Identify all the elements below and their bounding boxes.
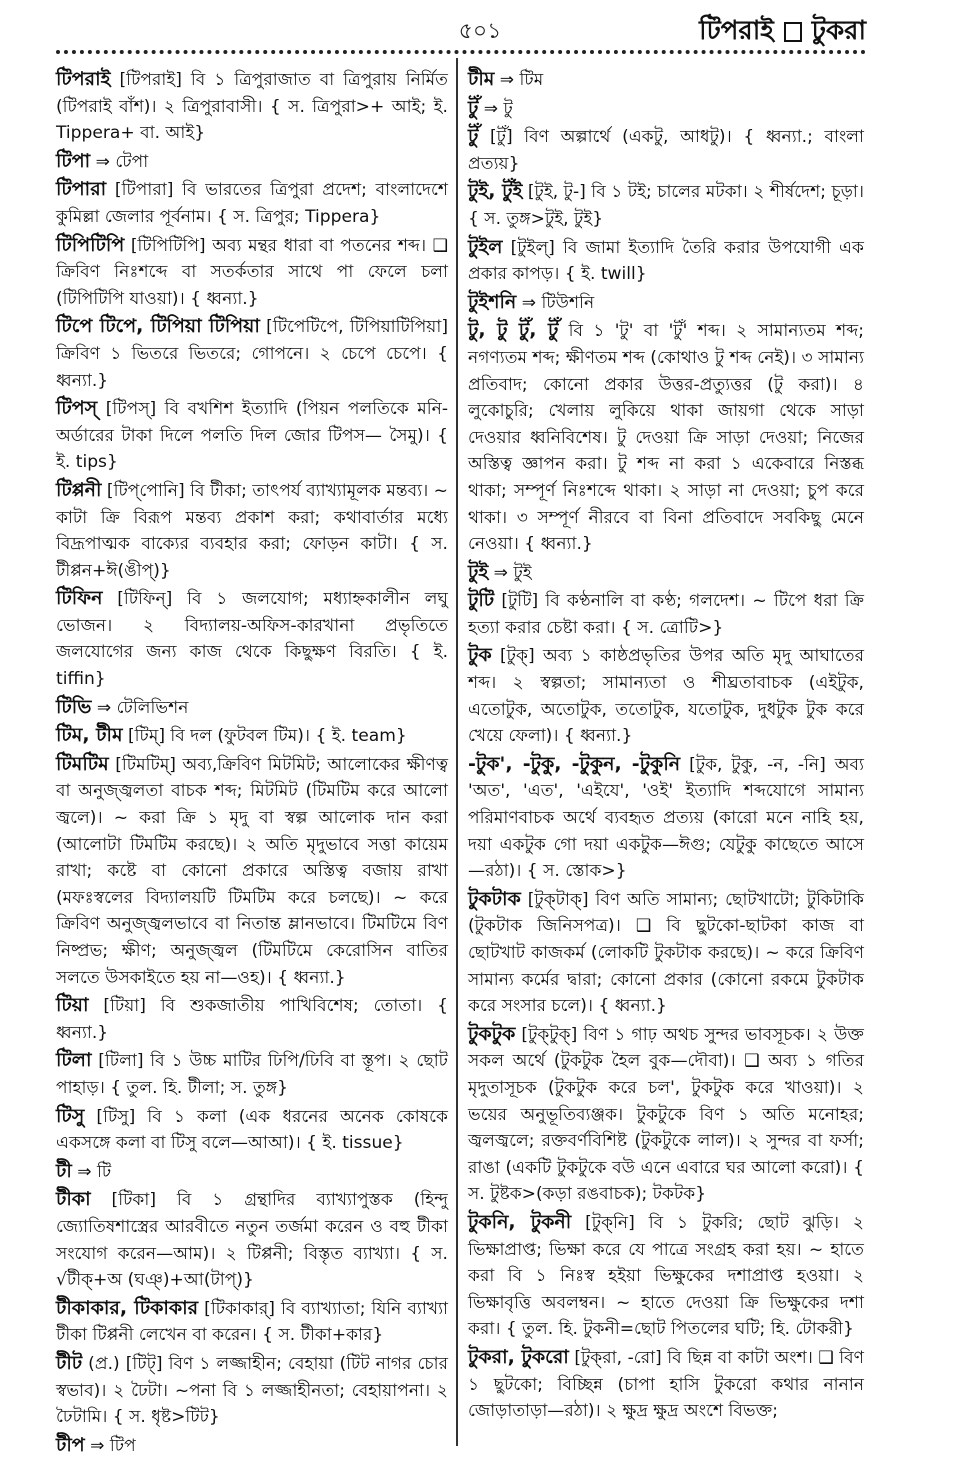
definition: ⇒ টিপ bbox=[84, 1435, 136, 1456]
definition: [টিলা] বি ১ উচ্চ মাটির ঢিপি/ঢিবি বা স্তূপ। ২ ছোট পাহাড়। { তুল. হি. টীলা; স. তুঙ্গ} bbox=[56, 1051, 448, 1098]
headword: টুক bbox=[468, 644, 492, 667]
dictionary-entry bbox=[468, 1344, 864, 1425]
dictionary-entry bbox=[468, 1209, 864, 1343]
dictionary-entry bbox=[56, 1158, 448, 1186]
headword: টুইল bbox=[468, 235, 503, 258]
definition: [টুক্‌নি] বি ১ টুকরি; ছোট ঝুড়ি। ২ ভিক্ষাপ্রাপ্ত; ভিক্ষা করে যে পাত্রে সংগ্রহ করা হয়। ~ হাতে করা বি ১ নিঃস্ব হইয়া ভিক্ষুকের দশাপ্রাপ্ত হওয়া। ২ ভিক্ষাবৃত্তি অবলম্বন। ~ হাতে দেওয়া ক্রি ভিক্ষুকের দশা করা। { তুল. হি. টুকনী=ছোট পিতলের ঘটি; হি. টোকরী} bbox=[468, 1212, 864, 1340]
dictionary-entry bbox=[468, 559, 864, 587]
definition: [টিমটিম্] অব্য,ক্রিবিণ মিটমিট; আলোকের ক্ষীণত্ব বা অনুজ্জ্বলতা বাচক শব্দ; মিটমিট (টিমটিম করে আলো জ্বলে)। ~ করা ক্রি ১ মৃদু বা স্বল্প আলোক দান করা (আলোটা টিমটিম করছে)। ২ অতি মৃদুভাবে সত্তা কায়েম রাখা; কষ্টে বা কোনো প্রকারে অস্তিত্ব বজায় রাখা (মফঃস্বলের বিদ্যালয়টি টিমটিম করে চলছে)। ~ করে ক্রিবিণ অনুজ্জ্বলভাবে বা নিতান্ত ম্লানভাবে। টিমটিমে বিণ নিষ্প্রভ; ক্ষীণ; অনুজ্জ্বল (টিমটিমে কেরোসিন বাতির সলতে উসকাইতে হয় না—ওহ)। { ধ্বন্যা.} bbox=[56, 754, 448, 988]
headword: টিপস্ bbox=[56, 397, 98, 420]
headword: টিসু bbox=[56, 1104, 85, 1127]
dictionary-entry bbox=[56, 148, 448, 176]
dictionary-entry bbox=[56, 313, 448, 394]
dictionary-entry bbox=[468, 66, 864, 94]
definition: [টুক্‌টাক্] বিণ অতি সামান্য; ছোটখাটো; টুকিটাকি (টুকটাক জিনিসপত্র)। ❑ বি ছুটকো-ছাটকা কাজ বা ছোটখাট কাজকর্ম (লোকটি টুকটাক করছে)। ~ করে ক্রিবিণ সামান্য কর্মের দ্বারা; কোনো প্রকার (কোনো রকমে টুকটাক করে সংসার চলে)। { ধ্বন্যা.} bbox=[468, 889, 864, 1017]
headword: টিপ্পনী bbox=[56, 478, 102, 501]
dictionary-entry bbox=[468, 317, 864, 557]
headword: টুকটুক bbox=[468, 1022, 516, 1045]
dictionary-entry bbox=[56, 395, 448, 476]
dictionary-entry bbox=[468, 1021, 864, 1208]
headword: টীকাকার, টিকাকার bbox=[56, 1296, 199, 1319]
dictionary-entry bbox=[56, 477, 448, 584]
dictionary-entry bbox=[56, 1186, 448, 1293]
definition: [টুই, টু-] বি ১ টই; চালের মটকা। ২ শীর্ষদেশ; চূড়া। { স. তুঙ্গ>টুই, টুই} bbox=[468, 182, 864, 229]
dictionary-entry bbox=[468, 587, 864, 641]
headword: টু, টু টুঁ, টুঁ bbox=[468, 319, 559, 342]
definition: ⇒ টি bbox=[71, 1161, 112, 1182]
dictionary-entry bbox=[56, 232, 448, 313]
definition: [টিকা] বি ১ গ্রন্থাদির ব্যাখ্যাপুস্তক (হিন্দু জ্যোতিষশাস্ত্রের আরবীতে নতুন তর্জমা করেন ও বহু টীকা সংযোগ করেন—আম)। ২ টিপ্পনী; বিস্তৃত ব্যাখ্যা। { স. √টীক্+অ (ঘঞ্)+আ(টাপ্)} bbox=[56, 1190, 448, 1291]
definition: [টিপিটিপি] অব্য মন্থর ধারা বা পতনের শব্দ। ❑ ক্রিবিণ নিঃশব্দে বা সতর্কতার সাথে পা ফেলে চলা (টিপিটিপি যাওয়া)। { ধ্বন্যা.} bbox=[56, 235, 448, 309]
headword: টুই bbox=[468, 560, 489, 583]
dictionary-entry bbox=[468, 95, 864, 123]
running-head-end: টুকরা bbox=[811, 16, 866, 46]
dictionary-entry bbox=[56, 585, 448, 692]
headword: টুকনি, টুকনী bbox=[468, 1210, 572, 1233]
box-icon bbox=[784, 22, 802, 42]
definition: [টুক্‌টুক্] বিণ ১ গাঢ় অথচ সুন্দর ভাবসূচক। ২ উক্ত সকল অর্থে (টুকটুক হৈল বুক—দৌবা)। ❑ অব্য ১ গতির মৃদুতাসূচক (টুকটুক করে চল', টুকটুক করে খাওয়া)। ২ ভয়ের অনুভূতিব্যঞ্জক। টুকটুকে বিণ ১ অতি মনোহর; জ্বলজ্বলে; রক্তবর্ণবিশিষ্ট (টুকটুকে লাল)। ২ সুন্দর বা ফর্সা; রাঙা (একটি টুকটুকে বউ এনে এবারে ঘর আলো করো)। { স. টুষ্টক>(কড়া রঙবাচক); টকটক} bbox=[468, 1024, 864, 1205]
dictionary-entry bbox=[468, 289, 864, 317]
headword: টুইশনি bbox=[468, 290, 517, 313]
headword: টুঁ bbox=[468, 96, 479, 119]
headword: টিপারা bbox=[56, 178, 107, 201]
dictionary-entry bbox=[468, 886, 864, 1020]
definition: ⇒ টেলিভিশন bbox=[91, 697, 189, 718]
dictionary-entry bbox=[468, 123, 864, 177]
definition: [টিফিন্] বি ১ জলযোগ; মধ্যাহ্নকালীন লঘু ভোজন। ২ বিদ্যালয়-অফিস-কারখানা প্রভৃতিতে জলযোগের জন্য কাজ থেকে কিছুক্ষণ বিরতি। { ই. tiffin} bbox=[56, 589, 448, 690]
headword: টুকটাক bbox=[468, 887, 521, 910]
headword: টীকা bbox=[56, 1188, 91, 1211]
dictionary-entry bbox=[56, 694, 448, 722]
definition: ⇒ টেপা bbox=[90, 151, 149, 172]
header-rule bbox=[56, 50, 866, 54]
dictionary-entry bbox=[56, 722, 448, 750]
headword: টীট bbox=[56, 1351, 83, 1374]
headword: টিয়া bbox=[56, 994, 89, 1017]
running-head-start: টিপরাই bbox=[699, 16, 774, 46]
definition: [টুটি] বি কণ্ঠনালি বা কণ্ঠ; গলদেশ। ~ টিপে ধরা ক্রি হত্যা করার চেষ্টা করা। { স. ত্রোটি>} bbox=[468, 591, 864, 638]
definition: [টুক্‌রা, -রো] বি ছিন্ন বা কাটা অংশ। ❑ বিণ ১ ছুটকো; বিচ্ছিন্ন (চাপা হাসি টুকরো কথার নানান জোড়াতাড়া—রঠা)। ২ ক্ষুদ্র ক্ষুদ্র অংশে বিভক্ত; bbox=[468, 1347, 864, 1422]
definition: [টিপারা] বি ভারতের ত্রিপুরা প্রদেশ; বাংলাদেশে কুমিল্লা জেলার পূর্বনাম। { স. ত্রিপুর; Tippera} bbox=[56, 180, 448, 227]
running-head bbox=[699, 10, 866, 54]
definition: ⇒ টুই bbox=[488, 562, 532, 583]
definition: ⇒ টিউশনি bbox=[516, 292, 595, 313]
dictionary-entry bbox=[468, 178, 864, 232]
definition: (প্র.) [টিট্] বিণ ১ লজ্জাহীন; বেহায়া (টিট নাগর চোর স্বভাব)। ২ ঢৈটা। ~পনা বি ১ লজ্জাহীনতা; বেহায়াপনা। ২ ঢৈটামি। { স. ধৃষ্ট>টিট} bbox=[56, 1353, 448, 1428]
page-number: ৫০১ bbox=[458, 19, 502, 44]
dictionary-entry bbox=[56, 1295, 448, 1349]
headword: টিমটিম bbox=[56, 752, 109, 775]
dictionary-entry bbox=[56, 66, 448, 147]
definition: [টুঁ] বিণ অল্পার্থে (একটু, আধটু)। { ধ্বন্যা.; বাংলা প্রত্যয়} bbox=[468, 127, 864, 174]
definition: [টুক, টুকু, -ন, -নি] অব্য 'অত', 'এত', 'এইযে', 'ওই' ইত্যাদি শব্দযোগে সামান্য পরিমাণবাচক অর্থে ব্যবহৃত প্রত্যয় (কারো মনে নাহি হয়, দয়া একটুক গো দয়া একটুক—ঈগু; যেটুকু কাছেতে আসে—রঠা)। { স. স্তোক>} bbox=[468, 754, 864, 882]
headword: -টুক', -টুকু, -টুকুন, -টুকুনি bbox=[468, 752, 681, 775]
dictionary-entry bbox=[56, 1103, 448, 1157]
dictionary-entry bbox=[56, 176, 448, 230]
headword: টিপে টিপে, টিপিয়া টিপিয়া bbox=[56, 315, 260, 338]
definition: ⇒ টু bbox=[478, 98, 513, 119]
headword: টুঁ bbox=[468, 125, 479, 148]
right-column bbox=[468, 66, 864, 1441]
definition: [টিপস্] বি বখশিশ ইত্যাদি (পিয়ন পলতিকে মনি-অর্ডারের টাকা দিলে পলতি দিল জোর টিপস— সৈমু)। { ই. tips} bbox=[56, 399, 448, 473]
headword: টিলা bbox=[56, 1049, 92, 1072]
definition: [টুক্] অব্য ১ কাষ্ঠপ্রভৃতির উপর অতি মৃদু আঘাতের শব্দ। ২ স্বল্পতা; সামান্যতা ও শীঘ্রতাবাচক (এইটুক, এতোটুক, অতোটুক, ততোটুক, যতোটুক, দুধটুক টুক করে খেয়ে ফেলা)। { ধ্বন্যা.} bbox=[468, 646, 864, 747]
definition: [টিয়া] বি শুকজাতীয় পাখিবিশেষ; তোতা। { ধ্বন্যা.} bbox=[56, 996, 448, 1043]
definition: বি ১ 'টু' বা 'টুঁ' শব্দ। ২ সামান্যতম শব্দ; নগণ্যতম শব্দ; ক্ষীণতম শব্দ (কোথাও টু শব্দ নেই)। ৩ সামান্য প্রতিবাদ; কোনো প্রকার উত্তর-প্রত্যুত্তর (টু করা)। ৪ লুকোচুরি; খেলায় লুকিয়ে থাকা জায়গা থেকে সাড়া দেওয়ার ধ্বনিবিশেষ। টু দেওয়া ক্রি সাড়া দেওয়া; নিজের অস্তিত্ব জ্ঞাপন করা। টু শব্দ না করা ১ একেবারে নিস্তব্ধ থাকা; সম্পূর্ণ নিঃশব্দে থাকা। ২ সাড়া না দেওয়া; চুপ করে থাকা। ৩ সম্পূর্ণ নীরবে বা বিনা প্রতিবাদে সবকিছু মেনে নেওয়া। { ধ্বন্যা.} bbox=[468, 321, 864, 555]
dictionary-entry bbox=[56, 1350, 448, 1431]
definition: [টিপ্‌পোনি] বি টীকা; তাৎপর্য ব্যাখ্যামূলক মন্তব্য। ~ কাটা ক্রি বিরূপ মন্তব্য প্রকাশ করা; কথাবার্তার মধ্যে বিদ্রূপাত্মক বাক্যের ব্যবহার করা; ফোড়ন কাটা। { স. টীপ্পন+ঈ(ঙীপ্)} bbox=[56, 480, 448, 581]
dictionary-entry bbox=[56, 992, 448, 1046]
definition: [টিপরাই] বি ১ ত্রিপুরাজাত বা ত্রিপুরায় নির্মিত (টিপরাই বাঁশ)। ২ ত্রিপুরাবাসী। { স. ত্রিপুরা>+ আই; ই. Tippera+ বা. আই} bbox=[56, 70, 448, 144]
definition: [টিকাকার্] বি ব্যাখ্যাতা; যিনি ব্যাখ্যা টীকা টিপ্পনী লেখেন বা করেন। { স. টীকা+কার} bbox=[56, 1298, 448, 1346]
definition: ⇒ টিম bbox=[494, 70, 544, 90]
definition: [টুইল্] বি জামা ইত্যাদি তৈরি করার উপযোগী এক প্রকার কাপড়। { ই. twill} bbox=[468, 237, 864, 285]
dictionary-entry bbox=[468, 642, 864, 749]
headword: টিফিন bbox=[56, 587, 103, 610]
dictionary-entry bbox=[468, 751, 864, 885]
dictionary-entry bbox=[56, 751, 448, 991]
headword: টুটি bbox=[468, 589, 495, 612]
dictionary-entry bbox=[56, 1432, 448, 1459]
headword: টিভি bbox=[56, 695, 92, 718]
dictionary-entry bbox=[56, 1047, 448, 1101]
headword: টিপরাই bbox=[56, 68, 111, 90]
dictionary-entry bbox=[468, 234, 864, 288]
column-divider bbox=[456, 58, 458, 1446]
headword: টিম, টীম bbox=[56, 724, 123, 747]
headword: টুকরা, টুকরো bbox=[468, 1345, 569, 1368]
headword: টীপ bbox=[56, 1433, 85, 1456]
definition: [টিম্] বি দল (ফুটবল টিম)। { ই. team} bbox=[122, 726, 407, 747]
headword: টিপিটিপি bbox=[56, 233, 125, 256]
headword: টী bbox=[56, 1159, 72, 1182]
headword: টীম bbox=[468, 68, 495, 90]
definition: [টিসু] বি ১ কলা (এক ধরনের অনেক কোষকে একসঙ্গে কলা বা টিসু বলে—আআ)। { ই. tissue} bbox=[56, 1106, 448, 1154]
headword: টুই, টুঁই bbox=[468, 180, 523, 203]
definition: [টিপেটিপে, টিপিয়াটিপিয়া] ক্রিবিণ ১ ভিতরে ভিতরে; গোপনে। ২ চেপে চেপে। { ধ্বন্যা.} bbox=[56, 317, 448, 391]
left-column bbox=[56, 66, 448, 1456]
headword: টিপা bbox=[56, 149, 91, 172]
